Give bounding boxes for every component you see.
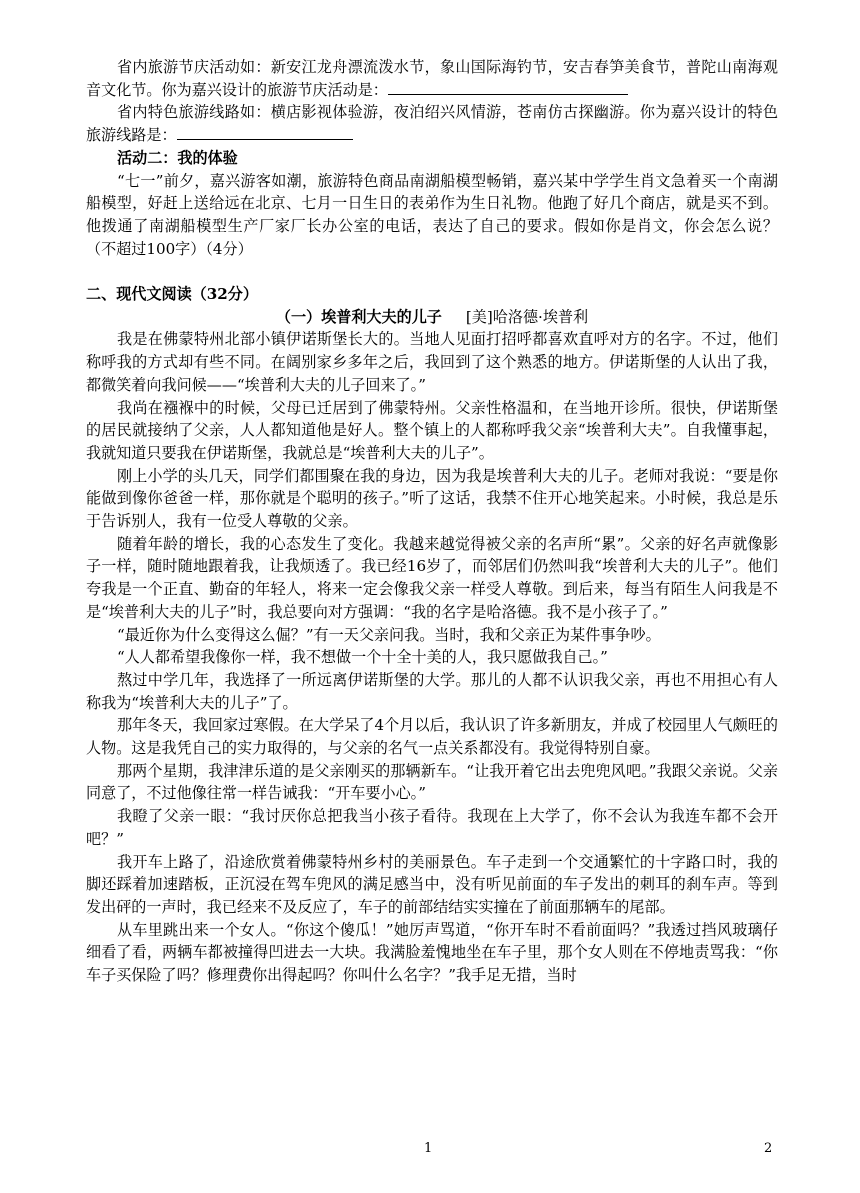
answer-blank-route[interactable] — [177, 125, 353, 140]
article-paragraph: 我是在佛蒙特州北部小镇伊诺斯堡长大的。当地人见面打招呼都喜欢直呼对方的名字。不过，他们称呼我的方式却有些不同。在阔别家乡多年之后，我回到了这个熟悉的地方。伊诺斯堡的人认出了我，都微笑着向我问候——“埃普利大夫的儿子回来了。” — [86, 330, 778, 394]
article-paragraph: 随着年龄的增长，我的心态发生了变化。我越来越觉得被父亲的名声所“累”。父亲的好名声就像影子一样，随时随地跟着我，让我烦透了。我已经16岁了，而邻居们仍然叫我“埃普利大夫的儿子”。他们夸我是一个正直、勤奋的年轻人，将来一定会像我父亲一样受人尊敬。到后来，每当有陌生人问我是不是“埃普利大夫的儿子”时，我总要向对方强调：“我的名字是哈洛德。我不是小孩子了。” — [86, 534, 778, 621]
spacer — [86, 260, 778, 283]
article-paragraph: 那两个星期，我津津乐道的是父亲刚买的那辆新车。“让我开着它出去兜兜风吧。”我跟父亲说。父亲同意了，不过他像往常一样告诫我：“开车要小心。” — [86, 761, 778, 803]
activity1-route-text: 省内特色旅游线路如：横店影视体验游，夜泊绍兴风情游，苍南仿古探幽游。你为嘉兴设计的特色旅游线路是： — [86, 103, 778, 145]
article-paragraph: 那年冬天，我回家过寒假。在大学呆了4个月以后，我认识了许多新朋友，并成了校园里人气颇旺的人物。这是我凭自己的实力取得的，与父亲的名气一点关系都没有。我觉得特别自豪。 — [86, 716, 778, 758]
article-paragraph: 我瞪了父亲一眼：“我讨厌你总把我当小孩子看待。我现在上大学了，你不会认为我连车都不会开吧？” — [86, 807, 778, 848]
article-paragraph: 熬过中学几年，我选择了一所远离伊诺斯堡的大学。那儿的人都不认识我父亲，再也不用担心有人称我为“埃普利大夫的儿子”了。 — [86, 670, 778, 712]
article-author: [美]哈洛德·埃普利 — [465, 307, 589, 326]
page-number-right: 2 — [764, 1141, 773, 1156]
article-title: （一）埃普利大夫的儿子 — [275, 307, 442, 326]
activity1-festival-text: 省内旅游节庆活动如：新安江龙舟漂流泼水节，象山国际海钓节，安吉春笋美食节，普陀山南海观音文化节。你为嘉兴设计的旅游节庆活动是： — [86, 58, 778, 99]
article-paragraph: “人人都希望我像你一样，我不想做一个十全十美的人，我只愿做我自己。” — [117, 648, 608, 667]
section-heading: 二、现代文阅读（32分） — [86, 285, 258, 304]
article-paragraph: 我开车上路了，沿途欣赏着佛蒙特州乡村的美丽景色。车子走到一个交通繁忙的十字路口时，我的脚还踩着加速踏板，正沉浸在驾车兜风的满足感当中，没有听见前面的车子发出的刺耳的刹车声。等到发出砰的一声时，我已经来不及反应了，车子的前部结结实实撞在了前面那辆车的尾部。 — [86, 852, 778, 916]
page-number-left: 1 — [424, 1141, 433, 1156]
article-paragraph: 刚上小学的头几天，同学们都围聚在我的身边，因为我是埃普利大夫的儿子。老师对我说：“要是你能做到像你爸爸一样，那你就是个聪明的孩子。”听了这话，我禁不住开心地笑起来。小时候，我总是乐于告诉别人，我有一位受人尊敬的父亲。 — [86, 466, 778, 531]
article-title-line — [86, 306, 778, 329]
document-page — [86, 56, 778, 987]
answer-blank-festival[interactable] — [388, 80, 628, 95]
activity1-route-paragraph — [86, 101, 778, 146]
article-paragraph: 我尚在襁褓中的时候，父母已迁居到了佛蒙特州。父亲性格温和，在当地开诊所。很快，伊诺斯堡的居民就接纳了父亲，人人都知道他是好人。整个镇上的人都称呼我父亲“埃普利大夫”。自我懂事起，我就知道只要我在伊诺斯堡，我就总是“埃普利大夫的儿子”。 — [86, 398, 778, 462]
article-paragraph: 从车里跳出来一个女人。“你这个傻瓜！”她厉声骂道，“你开车时不看前面吗？”我透过挡风玻璃仔细看了看，两辆车都被撞得凹进去一大块。我满脸羞愧地坐在车子里，那个女人则在不停地责骂我：“你车子买保险了吗？修理费你出得起吗？你叫什么名字？”我手足无措，当时 — [86, 920, 778, 985]
article-paragraph: “最近你为什么变得这么倔？”有一天父亲问我。当时，我和父亲正为某件事争吵。 — [117, 625, 661, 644]
activity1-festival-paragraph — [86, 56, 778, 101]
activity2-paragraph: “七一”前夕，嘉兴游客如潮，旅游特色商品南湖船模型畅销，嘉兴某中学学生肖文急着买一个南湖船模型，好赶上送给远在北京、七月一日生日的表弟作为生日礼物。他跑了好几个商店，就是买不到。他拨通了南湖船模型生产厂家厂长办公室的电话，表达了自己的要求。假如你是肖文，你会怎么说？（不超过100字）（4分） — [86, 171, 778, 258]
activity2-heading: 活动二：我的体验 — [117, 148, 238, 167]
